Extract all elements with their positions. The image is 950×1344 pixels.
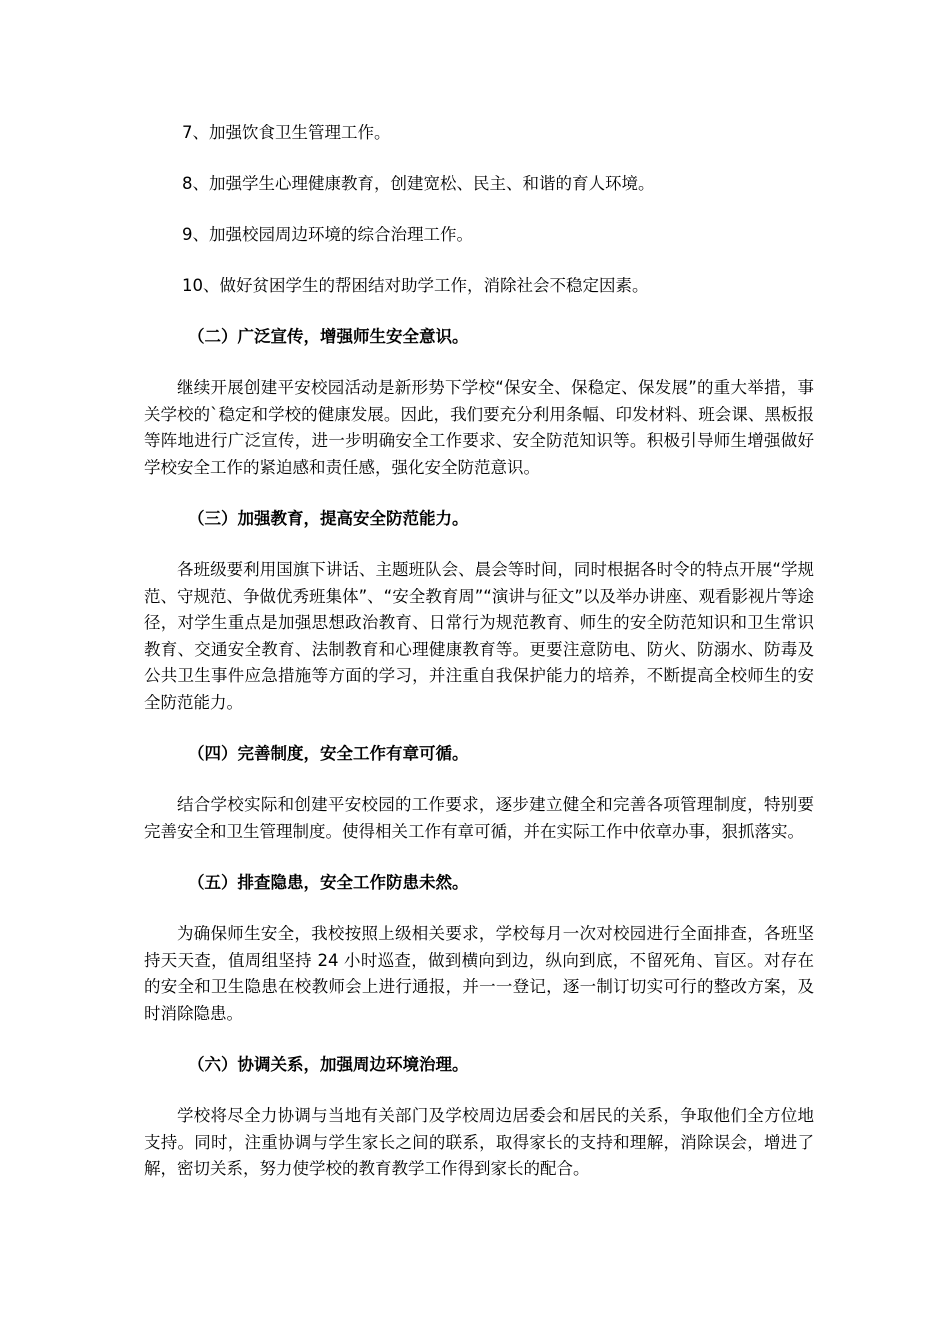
list-item-8: 8、加强学生心理健康教育，创建宽松、民主、和谐的育人环境。 <box>182 174 655 193</box>
list-item-9: 9、加强校园周边环境的综合治理工作。 <box>182 225 473 244</box>
section-body-coordination: 学校将尽全力协调与当地有关部门及学校周边居委会和居民的关系，争取他们全方位地支持。同时，注重协调与学生家长之间的联系，取得家长的支持和理解，消除误会，增进了解，密切关系，努力使学校的教育教学工作得到家长的配合。 <box>144 1106 814 1178</box>
section-heading-coordination: （六）协调关系，加强周边环境治理。 <box>188 1055 469 1074</box>
section-heading-regulations: （四）完善制度，安全工作有章可循。 <box>188 744 469 763</box>
list-item-7: 7、加强饮食卫生管理工作。 <box>182 123 391 142</box>
section-body-education: 各班级要利用国旗下讲话、主题班队会、晨会等时间，同时根据各时令的特点开展“学规范、守规范、争做优秀班集体”、“安全教育周”“演讲与征文”以及举办讲座、观看影视片等途径，对学生重点是加强思想政治教育、日常行为规范教育、师生的安全防范知识和卫生常识教育、交通安全教育、法制教育和心理健康教育等。更要注意防电、防火、防溺水、防毒及公共卫生事件应急措施等方面的学习，并注重自我保护能力的培养，不断提高全校师生的安全防范能力。 <box>144 560 814 712</box>
section-body-publicity: 继续开展创建平安校园活动是新形势下学校“保安全、保稳定、保发展”的重大举措，事关学校的`稳定和学校的健康发展。因此，我们要充分利用条幅、印发材料、班会课、黑板报等阵地进行广泛宣传，进一步明确安全工作要求、安全防范知识等。积极引导师生增强做好学校安全工作的紧迫感和责任感，强化安全防范意识。 <box>144 378 814 477</box>
document-body <box>144 120 814 1208</box>
section-body-regulations: 结合学校实际和创建平安校园的工作要求，逐步建立健全和完善各项管理制度，特别要完善安全和卫生管理制度。使得相关工作有章可循，并在实际工作中依章办事，狠抓落实。 <box>144 795 814 841</box>
section-heading-publicity: （二）广泛宣传，增强师生安全意识。 <box>188 327 469 346</box>
list-item-10: 10、做好贫困学生的帮困结对助学工作，消除社会不稳定因素。 <box>182 276 649 295</box>
section-heading-hazard-check: （五）排查隐患，安全工作防患未然。 <box>188 873 469 892</box>
section-heading-education: （三）加强教育，提高安全防范能力。 <box>188 509 469 528</box>
section-body-hazard-check: 为确保师生安全，我校按照上级相关要求，学校每月一次对校园进行全面排查，各班坚持天天查，值周组坚持 24 小时巡查，做到横向到边，纵向到底，不留死角、盲区。对存在的安全和卫生隐患在校教师会上进行通报，并一一登记，逐一制订切实可行的整改方案，及时消除隐患。 <box>144 924 814 1023</box>
